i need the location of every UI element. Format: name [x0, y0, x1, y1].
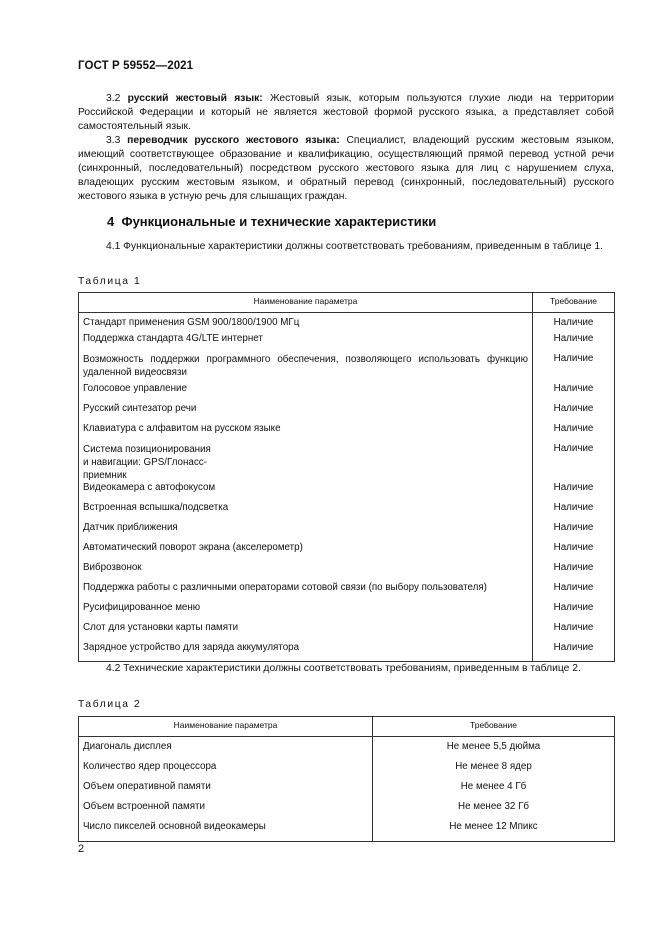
standard-designation: ГОСТ Р 59552—2021: [78, 60, 194, 72]
table-1: [78, 292, 615, 662]
table2-cell-req: Не менее 5,5 дюйма: [373, 737, 615, 762]
table1-cell-param: Виброзвонок: [79, 562, 533, 582]
definition-3-2: [78, 92, 614, 134]
table1-cell-req: Наличие: [533, 622, 615, 642]
table-row: [79, 522, 615, 542]
table1-cell-param: Голосовое управление: [79, 383, 533, 403]
table-row: [79, 423, 615, 443]
table-row: [79, 821, 615, 842]
table1-cell-param: Русский синтезатор речи: [79, 403, 533, 423]
table1-caption: Таблица 1: [78, 276, 142, 287]
table1-cell-param: Слот для установки карты памяти: [79, 622, 533, 642]
paragraph-4-2: [78, 662, 614, 676]
table1-cell-req: Наличие: [533, 353, 615, 383]
table-row: [79, 502, 615, 522]
table-row: [79, 333, 615, 353]
table2-cell-param: Число пикселей основной видеокамеры: [79, 821, 373, 842]
table2-cell-req: Не менее 32 Гб: [373, 801, 615, 821]
table2-header-param: Наименование параметра: [79, 717, 373, 737]
table-row: [79, 383, 615, 403]
table-row: [79, 781, 615, 801]
table1-cell-param: Система позиционирования и навигации: GPS/Глонасс-приемник: [79, 443, 533, 482]
table-row: [79, 353, 615, 383]
table-row: [79, 642, 615, 662]
table1-cell-param: Стандарт применения GSM 900/1800/1900 МГц: [79, 313, 533, 333]
table1-cell-req: Наличие: [533, 313, 615, 333]
table1-cell-req: Наличие: [533, 602, 615, 622]
table2-cell-req: Не менее 4 Гб: [373, 781, 615, 801]
definition-number: 3.2: [106, 93, 121, 104]
table1-cell-req: Наличие: [533, 423, 615, 443]
table-row: [79, 761, 615, 781]
paragraph-4-2-text: 4.2 Технические характеристики должны соответствовать требованиям, приведенным в таблице 2.: [106, 663, 581, 674]
table2-cell-req: Не менее 8 ядер: [373, 761, 615, 781]
table1-cell-req: Наличие: [533, 333, 615, 353]
table1-cell-req: Наличие: [533, 383, 615, 403]
table1-cell-param: Автоматический поворот экрана (акселерометр): [79, 542, 533, 562]
table-row: [79, 403, 615, 423]
table-row: [79, 313, 615, 333]
definition-3-3: [78, 134, 614, 204]
section-number: 4: [107, 214, 115, 229]
table1-cell-param: Поддержка стандарта 4G/LTE интернет: [79, 333, 533, 353]
table1-cell-param: Поддержка работы с различными операторами сотовой связи (по выбору пользователя): [79, 582, 533, 602]
table1-cell-param: Возможность поддержки программного обеспечения, позволяющего использовать функцию удаленной видеосвязи: [79, 353, 533, 383]
table-row: [79, 737, 615, 762]
paragraph-4-1: [78, 240, 614, 254]
table2-caption: Таблица 2: [78, 699, 142, 710]
definition-term: русский жестовый язык:: [127, 93, 263, 104]
table1-cell-req: Наличие: [533, 502, 615, 522]
table-2: [78, 716, 615, 842]
table1-cell-req: Наличие: [533, 443, 615, 482]
definition-term: переводчик русского жестового языка:: [127, 135, 340, 146]
table-row: [79, 482, 615, 502]
table-row: [79, 801, 615, 821]
table1-cell-req: Наличие: [533, 582, 615, 602]
table-row: [79, 582, 615, 602]
table1-cell-req: Наличие: [533, 542, 615, 562]
page-number: 2: [78, 843, 85, 855]
table-row: [79, 562, 615, 582]
table1-header-req: Требование: [533, 293, 615, 313]
table2-cell-param: Диагональ дисплея: [79, 737, 373, 762]
definition-text: Жестовый язык, которым пользуются глухие люди на территории Российской Федерации и который не является жестовой формой русского языка, а представляет собой самостоятельный язык.: [78, 93, 614, 132]
section-heading: [107, 214, 436, 229]
table1-cell-req: Наличие: [533, 562, 615, 582]
table2-header-req: Требование: [373, 717, 615, 737]
definition-text: Специалист, владеющий русским жестовым языком, имеющий соответствующее образование и квалификацию, осуществляющий прямой перевод устной речи (синхронный, последовательный) посредством русского жестового языка для лиц с нарушением слуха, владеющих русским жестовым языком, и обратный перевод (синхронный, последовательный) русского жестового языка в устную речь для слышащих граждан.: [78, 135, 614, 202]
table2-cell-req: Не менее 12 Мпикс: [373, 821, 615, 842]
table1-cell-req: Наличие: [533, 642, 615, 662]
table1-cell-req: Наличие: [533, 482, 615, 502]
definition-number: 3.3: [106, 135, 121, 146]
section-title: Функциональные и технические характеристики: [121, 214, 437, 229]
table1-header-param: Наименование параметра: [79, 293, 533, 313]
table2-cell-param: Количество ядер процессора: [79, 761, 373, 781]
table1-cell-param: Клавиатура с алфавитом на русском языке: [79, 423, 533, 443]
table1-cell-req: Наличие: [533, 522, 615, 542]
table1-cell-param: Зарядное устройство для заряда аккумулятора: [79, 642, 533, 662]
table-row: [79, 542, 615, 562]
table1-cell-param: Датчик приближения: [79, 522, 533, 542]
table-row: [79, 602, 615, 622]
table1-cell-param: Встроенная вспышка/подсветка: [79, 502, 533, 522]
table1-cell-req: Наличие: [533, 403, 615, 423]
table-row: [79, 622, 615, 642]
table2-cell-param: Объем оперативной памяти: [79, 781, 373, 801]
table-row: [79, 443, 615, 482]
table1-cell-param: Видеокамера с автофокусом: [79, 482, 533, 502]
table1-cell-param: Русифицированное меню: [79, 602, 533, 622]
paragraph-4-1-text: 4.1 Функциональные характеристики должны соответствовать требованиям, приведенным в таблице 1.: [106, 241, 603, 252]
table2-cell-param: Объем встроенной памяти: [79, 801, 373, 821]
